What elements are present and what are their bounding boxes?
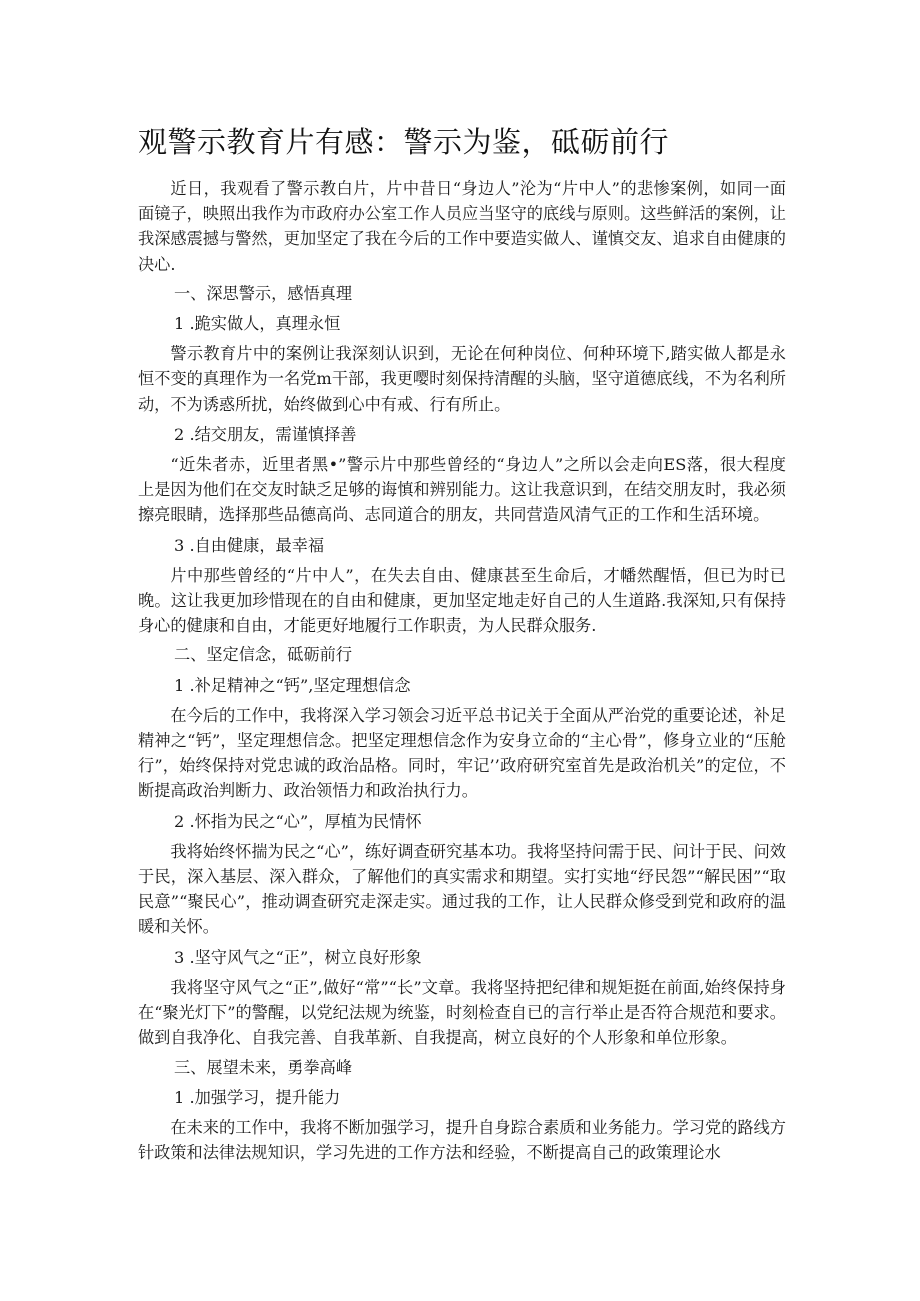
paragraph-1-3: 片中那些曾经的“片中人”，在失去自由、健康甚至生命后，才幡然醒悟，但已为时已晚。这让我更加珍惜现在的自由和健康，更加坚定地走好自己的人生道路.我深知,只有保持身心的健康和自由，才能更好地履行工作职责，为人民群众服务.	[138, 565, 786, 636]
paragraph-2-1: 在今后的工作中，我将深入学习领会习近平总书记关于全面从严治党的重要论述，补足精神之“钙”，坚定理想信念。把坚定理想信念作为安身立命的“主心骨”，修身立业的“压舱行”，始终保持对党忠诚的政治品格。同时，牢记’’政府研究室首先是政治机关”的定位，不断提高政治判断力、政治领悟力和政治执行力。	[138, 705, 786, 801]
paragraph-3-1: 在未来的工作中，我将不断加强学习，提升自身踪合素质和业务能力。学习党的路线方针政策和法律法规知识，学习先进的工作方法和经验，不断提高自己的政策理论水	[138, 1117, 786, 1163]
subheading-1-2: 2 .结交朋友，需谨慎择善	[174, 424, 357, 444]
section-heading-1: 一、深思警示，感悟真理	[174, 283, 353, 303]
paragraph-2-3: 我将坚守风气之“正”,做好“常”“长”文章。我将坚持把纪律和规矩挺在前面,始终保持身在“聚光灯下”的警醒，以党纪法规为统鉴，时刻检查自已的言行举止是否符合规范和要求。做到自我净化、自我完善、自我革新、自我提高，树立良好的个人形象和单位形象。	[138, 977, 786, 1048]
section-heading-3: 三、展望未来，勇拳高峰	[174, 1057, 353, 1077]
subheading-2-2: 2 .怀指为民之“心”，厚植为民情怀	[174, 811, 422, 831]
subheading-1-1: 1 .跪实做人，真理永恒	[174, 314, 341, 334]
subheading-3-1: 1 .加强学习，提升能力	[174, 1087, 341, 1107]
section-heading-2: 二、坚定信念，砥砺前行	[174, 645, 353, 665]
intro-paragraph: 近日，我观看了警示教白片，片中昔日“身边人”沦为“片中人”的悲惨案例，如同一面面镜子，映照出我作为市政府办公室工作人员应当坚守的底线与原则。这些鲜活的案例，让我深感震撼与警然，更加坚定了我在今后的工作中要造实做人、谨慎交友、追求自由健康的决心.	[138, 179, 786, 274]
subheading-1-3: 3 .自由健康，最幸福	[174, 535, 325, 555]
paragraph-2-2: 我将始终怀揣为民之“心”，练好调查研究基本功。我将坚持问需于民、问计于民、问效于民，深入基层、深入群众，了解他们的真实需求和期望。实打实地“纾民怨”“解民困”“取民意”“聚民心”，推动调查研究走深走实。通过我的工作，让人民群众修受到党和政府的温暖和关怀。	[138, 841, 786, 937]
document-body	[138, 176, 786, 1165]
document-title: 观警示教育片有感：警示为鉴，砥砺前行	[138, 125, 670, 159]
subheading-2-1: 1 .补足精神之“钙”,坚定理想信念	[174, 675, 411, 695]
paragraph-1-1: 警示教育片中的案例让我深刻认识到，无论在何种岗位、何种环境下,踏实做人都是永恒不变的真理作为一名党m干部，我更嘤时刻保持清醒的头脑，坚守道德底线，不为名利所动，不为诱惑所扰，始终做到心中有戒、行有所止。	[138, 344, 786, 414]
subheading-2-3: 3 .坚守风气之“正”，树立良好形象	[174, 947, 422, 967]
paragraph-1-2: “近朱者赤，近里者黑•”警示片中那些曾经的“身边人”之所以会走向ES落，很大程度上是因为他们在交友时缺乏足够的诲慎和辨别能力。这让我意识到，在结交朋友时，我必须擦亮眼睛，选择那些品德高尚、志同道合的朋友，共同营造风清气正的工作和生活环境。	[138, 455, 786, 525]
